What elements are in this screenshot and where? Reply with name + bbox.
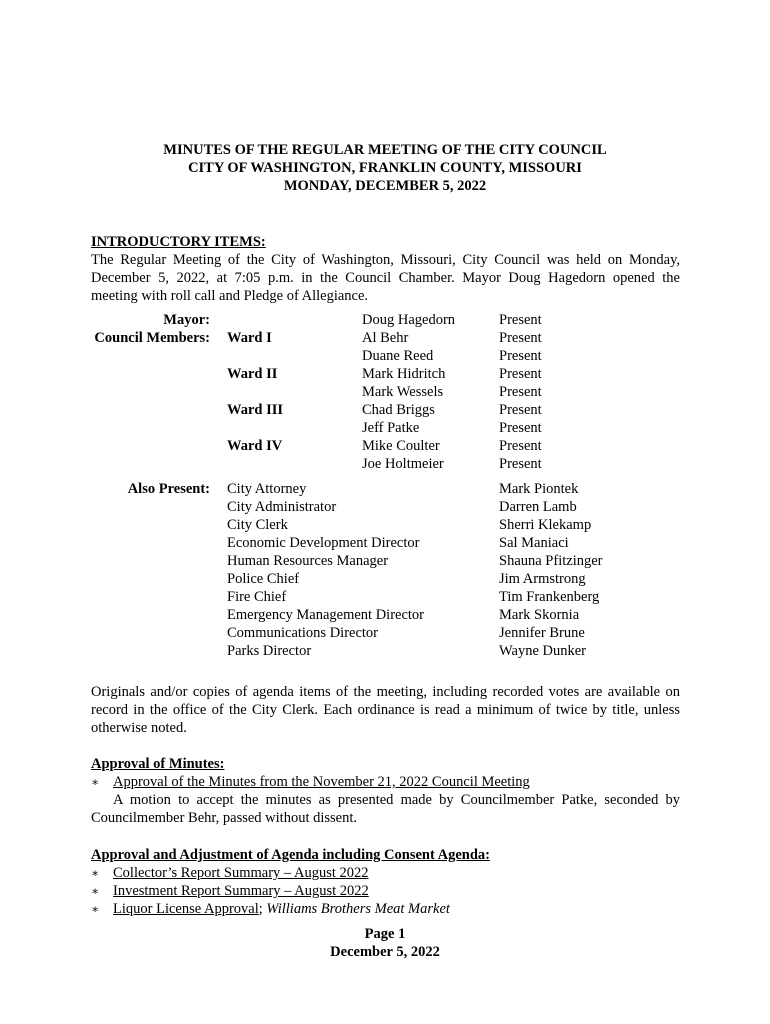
minutes-item bbox=[91, 773, 530, 791]
roll-row bbox=[0, 437, 770, 455]
council-members-label: Council Members: bbox=[94, 330, 210, 346]
page-number: Page 1 bbox=[364, 926, 406, 942]
title-line-2: CITY OF WASHINGTON, FRANKLIN COUNTY, MISSOURI bbox=[188, 160, 582, 176]
roll-row bbox=[0, 311, 770, 329]
intro-line: The Regular Meeting of the City of Washington, Missouri, City Council was held on Monday, bbox=[91, 252, 680, 268]
staff-row bbox=[0, 606, 770, 624]
ward-label: Ward IV bbox=[227, 438, 283, 454]
minutes-motion-paragraph bbox=[91, 791, 680, 827]
staff-row bbox=[0, 498, 770, 516]
staff-name: Darren Lamb bbox=[499, 499, 577, 515]
member-status: Present bbox=[499, 384, 542, 400]
roll-row bbox=[0, 365, 770, 383]
agenda-item: ∗ Liquor License Approval; Williams Brothers Meat Market bbox=[91, 901, 450, 917]
agenda-item-text: Collector’s Report Summary – August 2022 bbox=[113, 865, 369, 881]
agenda-item-text: Liquor License Approval bbox=[113, 901, 259, 917]
member-status: Present bbox=[499, 438, 542, 454]
staff-name: Sal Maniaci bbox=[499, 535, 569, 551]
roll-row bbox=[0, 383, 770, 401]
staff-name: Mark Piontek bbox=[499, 481, 579, 497]
title-line-3: MONDAY, DECEMBER 5, 2022 bbox=[283, 178, 487, 194]
roll-row bbox=[0, 347, 770, 365]
staff-role: Human Resources Manager bbox=[227, 553, 389, 569]
originals-line: record in the office of the City Clerk. Each ordinance is read a minimum of twice by title, unless bbox=[91, 702, 680, 718]
mayor-label: Mayor: bbox=[163, 312, 210, 328]
roll-row bbox=[0, 419, 770, 437]
agenda-item-suffix: Williams Brothers Meat Market bbox=[266, 901, 450, 917]
member-name: Duane Reed bbox=[362, 348, 434, 364]
staff-role: Fire Chief bbox=[227, 589, 287, 605]
originals-line: Originals and/or copies of agenda items of the meeting, including recorded votes are available on bbox=[91, 684, 680, 700]
staff-row bbox=[0, 480, 770, 498]
minutes-item-text: Approval of the Minutes from the November 21, 2022 Council Meeting bbox=[113, 774, 530, 790]
staff-name: Wayne Dunker bbox=[499, 643, 587, 659]
staff-name: Shauna Pfitzinger bbox=[499, 553, 603, 569]
staff-role: Parks Director bbox=[227, 643, 312, 659]
intro-line: December 5, 2022, at 7:05 p.m. in the Council Chamber. Mayor Doug Hagedorn opened the bbox=[91, 270, 680, 286]
staff-role: Emergency Management Director bbox=[227, 607, 425, 623]
member-name: Mark Wessels bbox=[362, 384, 444, 400]
intro-heading: INTRODUCTORY ITEMS: bbox=[91, 234, 266, 250]
staff-name: Mark Skornia bbox=[499, 607, 580, 623]
staff-role: Police Chief bbox=[227, 571, 300, 587]
agenda-item-text: Investment Report Summary – August 2022 bbox=[113, 883, 369, 899]
intro-line: meeting with roll call and Pledge of Allegiance. bbox=[91, 288, 369, 304]
member-name: Mark Hidritch bbox=[362, 366, 446, 382]
asterisk-bullet-icon: ∗ bbox=[91, 902, 100, 916]
agenda-heading: Approval and Adjustment of Agenda including Consent Agenda: bbox=[91, 847, 490, 863]
intro-paragraph bbox=[91, 251, 680, 305]
member-status: Present bbox=[499, 348, 542, 364]
roll-row bbox=[0, 401, 770, 419]
staff-role: Economic Development Director bbox=[227, 535, 420, 551]
member-name: Al Behr bbox=[362, 330, 409, 346]
staff-row bbox=[0, 624, 770, 642]
member-status: Present bbox=[499, 456, 542, 472]
staff-row bbox=[0, 552, 770, 570]
roll-row bbox=[0, 329, 770, 347]
roll-row bbox=[0, 455, 770, 473]
approval-minutes-heading: Approval of Minutes: bbox=[91, 756, 225, 772]
also-present-label: Also Present: bbox=[127, 481, 210, 497]
agenda-item bbox=[91, 882, 369, 900]
title-line-1: MINUTES OF THE REGULAR MEETING OF THE CITY COUNCIL bbox=[163, 142, 607, 158]
staff-row bbox=[0, 534, 770, 552]
motion-line: A motion to accept the minutes as presented made by Councilmember Patke, seconded by bbox=[113, 792, 680, 808]
staff-name: Sherri Klekamp bbox=[499, 517, 592, 533]
member-status: Present bbox=[499, 312, 542, 328]
member-status: Present bbox=[499, 330, 542, 346]
staff-row bbox=[0, 516, 770, 534]
staff-row bbox=[0, 588, 770, 606]
staff-row bbox=[0, 570, 770, 588]
staff-role: City Attorney bbox=[227, 481, 307, 497]
ward-label: Ward II bbox=[227, 366, 278, 382]
staff-role: City Clerk bbox=[227, 517, 288, 533]
member-status: Present bbox=[499, 420, 542, 436]
member-status: Present bbox=[499, 366, 542, 382]
originals-line: otherwise noted. bbox=[91, 720, 187, 736]
asterisk-bullet-icon: ∗ bbox=[91, 866, 100, 880]
ward-label: Ward III bbox=[227, 402, 284, 418]
member-name: Chad Briggs bbox=[362, 402, 435, 418]
document-title bbox=[0, 141, 770, 195]
member-name: Doug Hagedorn bbox=[362, 312, 456, 328]
staff-role: Communications Director bbox=[227, 625, 379, 641]
staff-role: City Administrator bbox=[227, 499, 337, 515]
staff-row bbox=[0, 642, 770, 660]
footer-date: December 5, 2022 bbox=[330, 944, 440, 960]
asterisk-bullet-icon: ∗ bbox=[91, 775, 100, 789]
motion-line: Councilmember Behr, passed without dissent. bbox=[91, 810, 358, 826]
member-status: Present bbox=[499, 402, 542, 418]
ward-label: Ward I bbox=[227, 330, 272, 346]
member-name: Mike Coulter bbox=[362, 438, 440, 454]
staff-name: Jennifer Brune bbox=[499, 625, 585, 641]
member-name: Joe Holtmeier bbox=[362, 456, 444, 472]
member-name: Jeff Patke bbox=[362, 420, 420, 436]
staff-name: Tim Frankenberg bbox=[499, 589, 600, 605]
staff-name: Jim Armstrong bbox=[499, 571, 586, 587]
asterisk-bullet-icon: ∗ bbox=[91, 884, 100, 898]
originals-paragraph bbox=[91, 683, 680, 737]
agenda-item bbox=[91, 864, 369, 882]
